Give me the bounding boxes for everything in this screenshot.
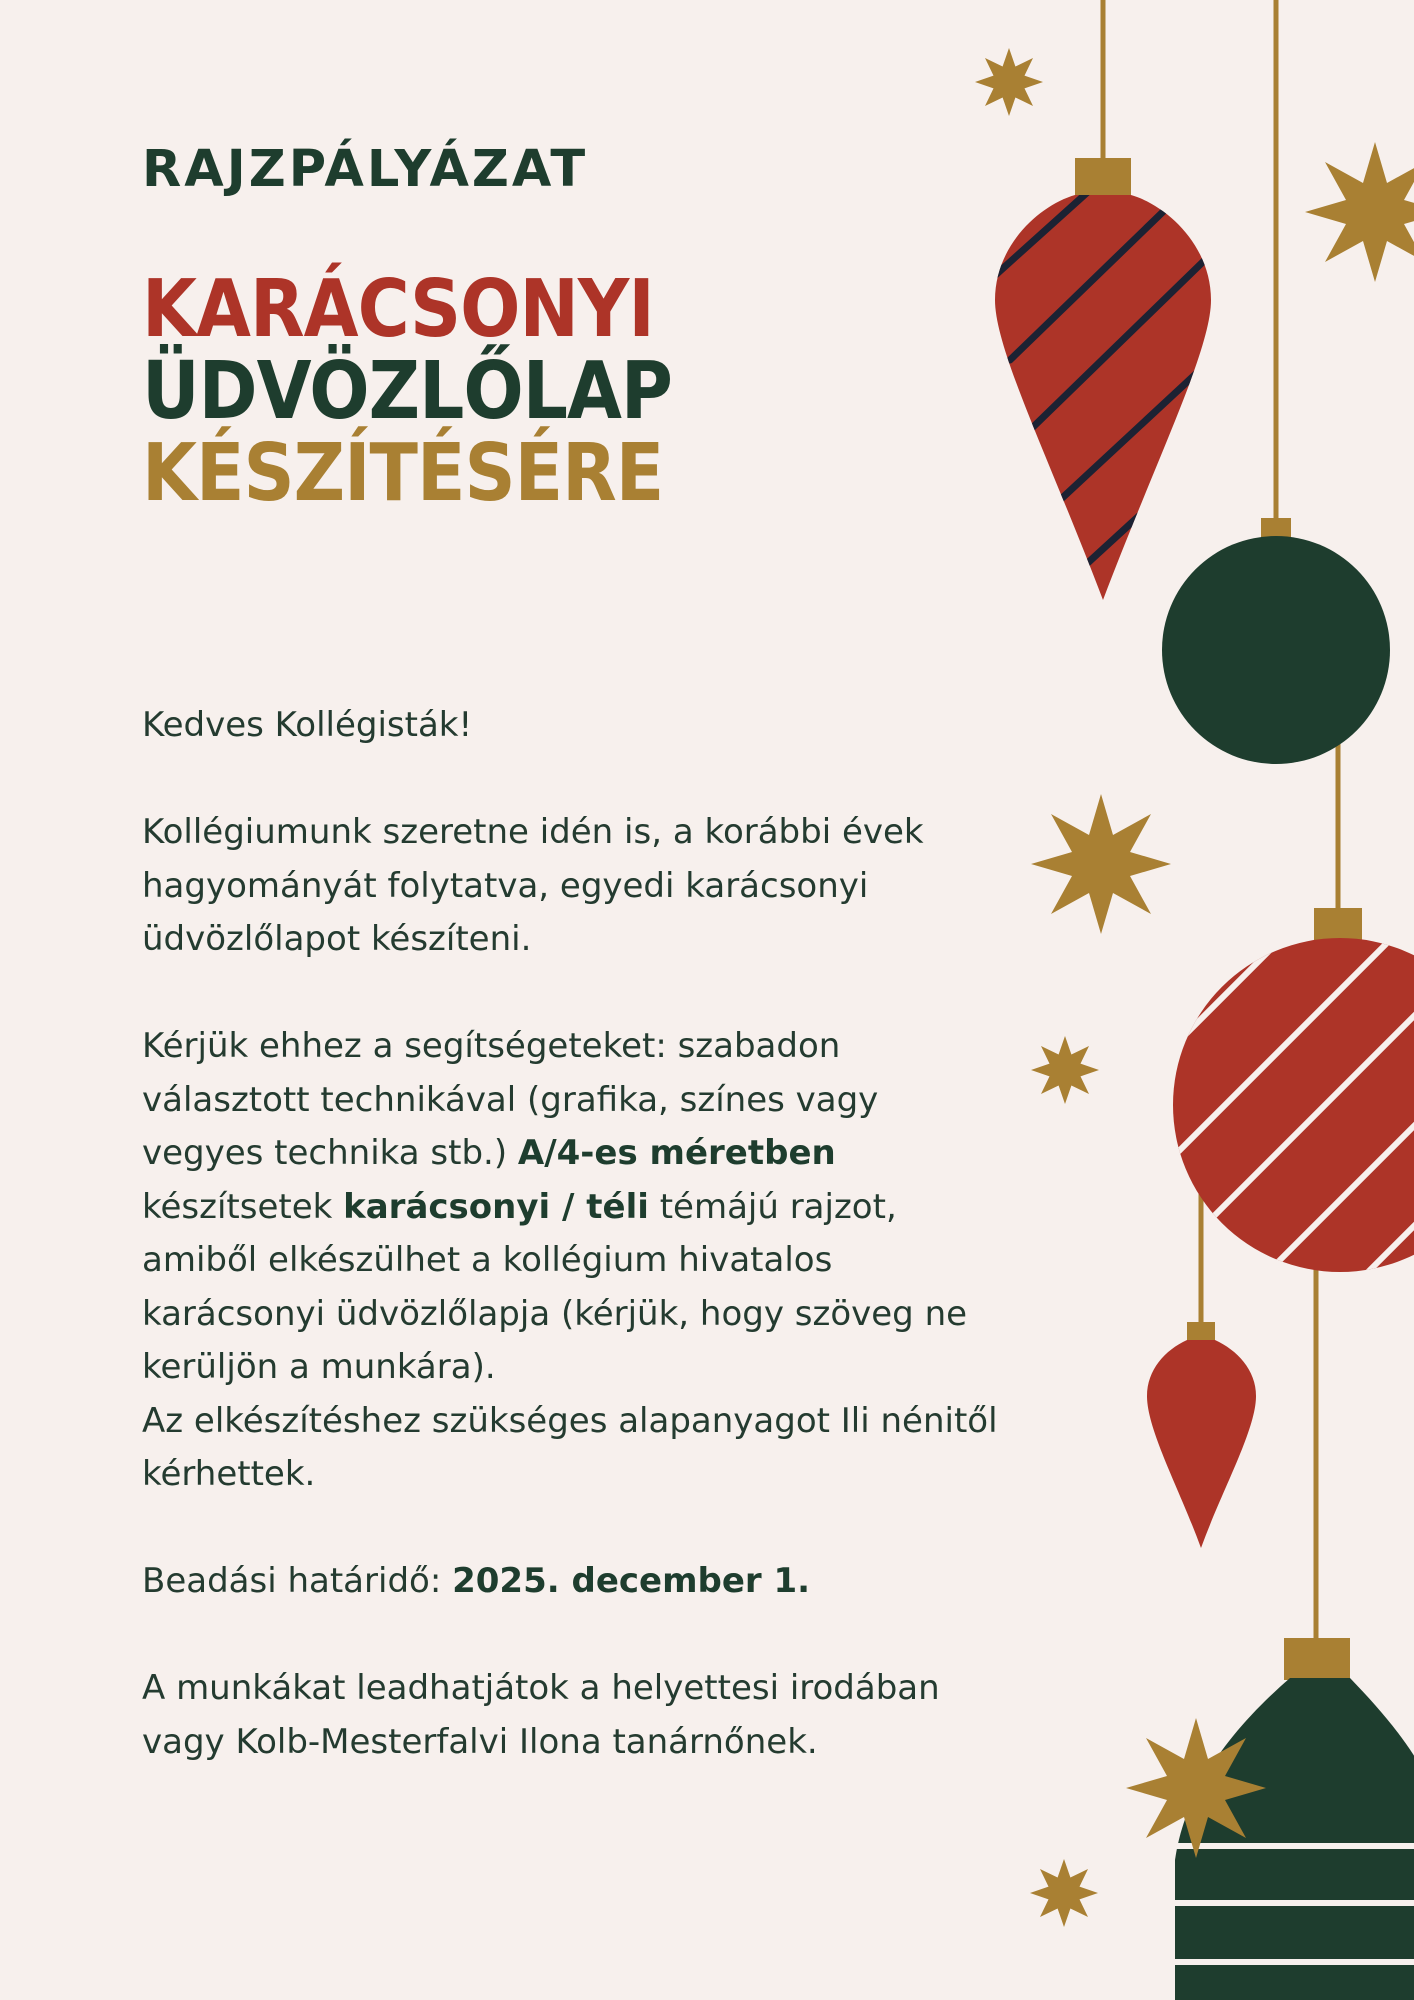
paragraph-intro: Kollégiumunk szeretne idén is, a korábbi évek hagyományát folytatva, egyedi karácsonyi üdvözlőlapot készíteni. [142,812,924,959]
star-icon [1031,1036,1099,1104]
green-ball-ornament-icon [1162,518,1390,764]
small-red-teardrop-ornament-icon [1147,1322,1256,1548]
paragraph-request [142,1020,1002,1395]
request-text-2: készítsetek [142,1186,344,1227]
star-icon [1305,142,1414,282]
star-icon [1126,1718,1266,1858]
red-teardrop-ornament-icon [990,158,1211,600]
greeting: Kedves Kollégisták! [142,705,473,745]
letter-body [142,699,1002,1769]
deadline [142,1555,1002,1609]
star-icon [1031,794,1171,934]
star-icon [1030,1859,1098,1927]
deadline-date: 2025. december 1. [452,1561,811,1601]
headline-line-1: KARÁCSONYI [142,261,654,355]
paragraph-materials: Az elkészítéshez szükséges alapanyagot Ili nénitől kérhettek. [142,1400,998,1494]
size-emphasis: A/4-es méretben [517,1133,836,1173]
star-icon [975,48,1043,116]
eyebrow-title: RAJZPÁLYÁZAT [142,140,589,199]
headline-line-2: ÜDVÖZLŐLAP [142,343,672,437]
headline [142,261,672,519]
headline-line-3: KÉSZÍTÉSÉRE [142,425,664,519]
red-striped-ball-ornament-icon [1150,880,1414,1280]
paragraph-submission: A munkákat leadhatjátok a helyettesi irodában vagy Kolb-Mesterfalvi Ilona tanárnőnek. [142,1668,940,1762]
theme-emphasis: karácsonyi / téli [343,1186,649,1227]
request-text-3: témájú rajzot, amiből elkészülhet a kollégium hivatalos karácsonyi üdvözlőlapja (kérjük, hogy szöveg ne kerüljön a munkára). [142,1186,968,1387]
deadline-label: Beadási határidő: [142,1561,453,1601]
request-text-1: Kérjük ehhez a segítségeteket: szabadon választott technikával (grafika, színes vagy vegyes technika stb.) [142,1026,879,1173]
